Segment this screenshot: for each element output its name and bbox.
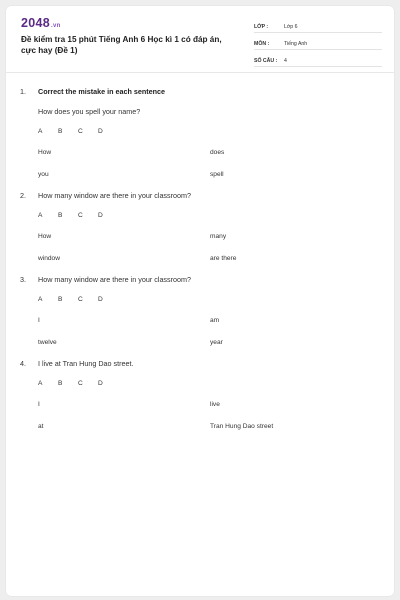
option-b[interactable]: does (210, 148, 225, 156)
option-c[interactable]: twelve (38, 338, 57, 346)
answer-letter-b[interactable]: B (58, 379, 63, 387)
answer-letter-d[interactable]: D (98, 295, 103, 303)
meta-value: 4 (284, 58, 287, 64)
option-row (20, 163, 382, 185)
site-logo[interactable] (21, 16, 61, 30)
answer-letter-a[interactable]: A (38, 127, 43, 135)
answer-letter-c[interactable]: C (78, 295, 83, 303)
option-a[interactable]: I (38, 316, 40, 324)
answer-letter-d[interactable]: D (98, 379, 103, 387)
option-b[interactable]: many (210, 232, 227, 240)
answer-letter-a[interactable]: A (38, 295, 43, 303)
option-a[interactable]: How (38, 148, 52, 156)
document-title: Đề kiểm tra 15 phút Tiếng Anh 6 Học kì 1 có đáp án, cực hay (Đề 1) (21, 35, 222, 55)
option-d[interactable]: year (210, 338, 223, 346)
option-d[interactable]: spell (210, 170, 224, 178)
option-b[interactable]: am (210, 316, 220, 324)
meta-label: SỐ CÂU : (254, 58, 278, 64)
answer-letter-c[interactable]: C (78, 379, 83, 387)
meta-value: Tiếng Anh (284, 41, 308, 47)
meta-row-question-count (254, 50, 382, 67)
header-divider (6, 72, 394, 73)
answer-letter-d[interactable]: D (98, 127, 103, 135)
answer-letter-c[interactable]: C (78, 127, 83, 135)
meta-label: LỚP : (254, 24, 269, 30)
answer-letters (20, 289, 382, 309)
answer-letter-b[interactable]: B (58, 127, 63, 135)
question-header (20, 353, 382, 373)
answer-letter-b[interactable]: B (58, 295, 63, 303)
option-row (20, 415, 382, 437)
option-row (20, 141, 382, 163)
option-row (20, 331, 382, 353)
question-text: How many window are there in your classroom? (38, 190, 191, 200)
question-header (20, 185, 382, 205)
question-3 (20, 269, 382, 353)
question-header (20, 81, 382, 101)
question-1 (20, 81, 382, 185)
meta-table (254, 16, 382, 67)
question-list (20, 81, 382, 437)
option-a[interactable]: I (38, 400, 40, 408)
meta-label: MÔN : (254, 41, 270, 47)
question-text: How many window are there in your classroom? (38, 274, 191, 284)
answer-letter-a[interactable]: A (38, 211, 43, 219)
logo-suffix: .vn (51, 23, 61, 29)
answer-letters (20, 373, 382, 393)
option-row (20, 393, 382, 415)
worksheet (6, 6, 394, 596)
option-d[interactable]: are there (210, 254, 237, 262)
answer-letters (20, 121, 382, 141)
question-heading: Correct the mistake in each sentence (38, 86, 166, 96)
question-2 (20, 185, 382, 269)
answer-letter-b[interactable]: B (58, 211, 63, 219)
question-text: How does you spell your name? (38, 106, 141, 116)
worksheet-header (6, 6, 394, 72)
option-row (20, 309, 382, 331)
question-text: I live at Tran Hung Dao street. (38, 358, 134, 368)
option-row (20, 247, 382, 269)
option-row (20, 225, 382, 247)
question-4 (20, 353, 382, 437)
option-c[interactable]: you (38, 170, 49, 178)
question-number: 4. (20, 358, 26, 368)
answer-letter-d[interactable]: D (98, 211, 103, 219)
question-header (20, 269, 382, 289)
logo-text: 2048 (21, 16, 51, 30)
option-c[interactable]: window (38, 254, 60, 262)
option-c[interactable]: at (38, 422, 44, 430)
meta-value: Lớp 6 (284, 24, 298, 30)
question-number: 2. (20, 190, 26, 200)
question-number: 1. (20, 86, 26, 96)
option-b[interactable]: live (210, 400, 220, 408)
answer-letter-a[interactable]: A (38, 379, 43, 387)
answer-letter-c[interactable]: C (78, 211, 83, 219)
question-number: 3. (20, 274, 26, 284)
meta-row-subject (254, 33, 382, 50)
answer-letters (20, 205, 382, 225)
option-d[interactable]: Tran Hung Dao street (210, 422, 274, 430)
meta-row-class (254, 16, 382, 33)
option-a[interactable]: How (38, 232, 52, 240)
